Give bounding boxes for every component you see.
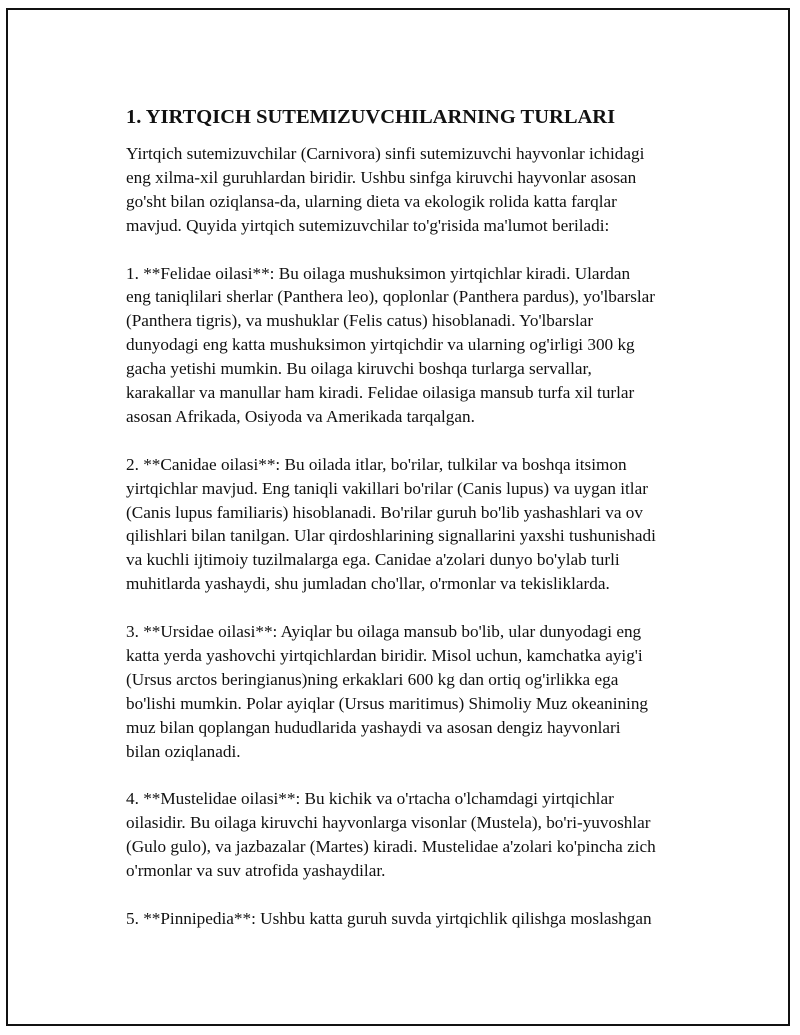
text-line: 2. **Canidae oilasi**: Bu oilada itlar, bo'rilar, tulkilar va boshqa itsimon <box>126 454 627 474</box>
document-body <box>126 104 698 955</box>
text-line: eng xilma-xil guruhlardan biridir. Ushbu sinfga kiruvchi hayvonlar asosan <box>126 167 637 187</box>
text-line: katta yerda yashovchi yirtqichlardan biridir. Misol uchun, kamchatka ayig'i <box>126 645 643 665</box>
text-line: 3. **Ursidae oilasi**: Ayiqlar bu oilaga mansub bo'lib, ular dunyodagi eng <box>126 622 642 642</box>
text-line: asosan Afrikada, Osiyoda va Amerikada tarqalgan. <box>126 406 475 426</box>
text-line: (Gulo gulo), va jazbazalar (Martes) kiradi. Mustelidae a'zolari ko'pincha zich <box>126 837 656 857</box>
paragraph-felidae <box>126 262 698 429</box>
document-title: 1. YIRTQICH SUTEMIZUVCHILARNING TURLARI <box>126 106 616 128</box>
text-line: (Ursus arctos beringianus)ning erkaklari 600 kg dan ortiq og'irlikka ega <box>126 669 619 689</box>
text-line: gacha yetishi mumkin. Bu oilaga kiruvchi boshqa turlarga servallar, <box>126 359 592 379</box>
text-line: mavjud. Quyida yirtqich sutemizuvchilar to'g'risida ma'lumot beriladi: <box>126 215 610 235</box>
text-line: karakallar va manullar ham kiradi. Felidae oilasiga mansub turfa xil turlar <box>126 383 635 403</box>
text-line: bilan oziqlanadi. <box>126 741 241 761</box>
paragraph-mustelidae <box>126 787 698 883</box>
paragraph-pinnipedia <box>126 907 698 931</box>
text-line: eng taniqlilari sherlar (Panthera leo), qoplonlar (Panthera pardus), yo'lbarslar <box>126 287 656 307</box>
text-line: qilishlari bilan tanilgan. Ular qirdoshlarining signallarini yaxshi tushunishadi <box>126 526 656 546</box>
text-line: muhitlarda yashaydi, shu jumladan cho'llar, o'rmonlar va tekisliklarda. <box>126 574 610 594</box>
text-line: muz bilan qoplangan hududlarida yashaydi va asosan dengiz hayvonlari <box>126 717 621 737</box>
text-line: bo'lishi mumkin. Polar ayiqlar (Ursus maritimus) Shimoliy Muz okeanining <box>126 693 649 713</box>
text-line: dunyodagi eng katta mushuksimon yirtqichdir va ularning og'irligi 300 kg <box>126 335 635 355</box>
text-line: 4. **Mustelidae oilasi**: Bu kichik va o'rtacha o'lchamdagi yirtqichlar <box>126 789 614 809</box>
text-line: oilasidir. Bu oilaga kiruvchi hayvonlarga visonlar (Mustela), bo'ri-yuvoshlar <box>126 813 651 833</box>
paragraph-intro <box>126 142 698 238</box>
text-line: va kuchli ijtimoiy tuzilmalarga ega. Canidae a'zolari dunyo bo'ylab turli <box>126 550 620 570</box>
paragraph-canidae <box>126 453 698 596</box>
text-line: 1. **Felidae oilasi**: Bu oilaga mushuksimon yirtqichlar kiradi. Ulardan <box>126 263 631 283</box>
text-line: Yirtqich sutemizuvchilar (Carnivora) sinfi sutemizuvchi hayvonlar ichidagi <box>126 144 645 163</box>
text-line: o'rmonlar va suv atrofida yashaydilar. <box>126 861 386 881</box>
text-line: (Canis lupus familiaris) hisoblanadi. Bo'rilar guruh bo'lib yashashlari va ov <box>126 502 643 522</box>
text-line: yirtqichlar mavjud. Eng taniqli vakillari bo'rilar (Canis lupus) va uygan itlar <box>126 478 648 498</box>
text-line: (Panthera tigris), va mushuklar (Felis catus) hisoblanadi. Yo'lbarslar <box>126 311 594 331</box>
text-line: go'sht bilan oziqlansa-da, ularning dieta va ekologik rolida katta farqlar <box>126 191 617 211</box>
paragraph-ursidae <box>126 620 698 763</box>
text-line: 5. **Pinnipedia**: Ushbu katta guruh suvda yirtqichlik qilishga moslashgan <box>126 908 652 928</box>
page-frame <box>6 8 790 1026</box>
